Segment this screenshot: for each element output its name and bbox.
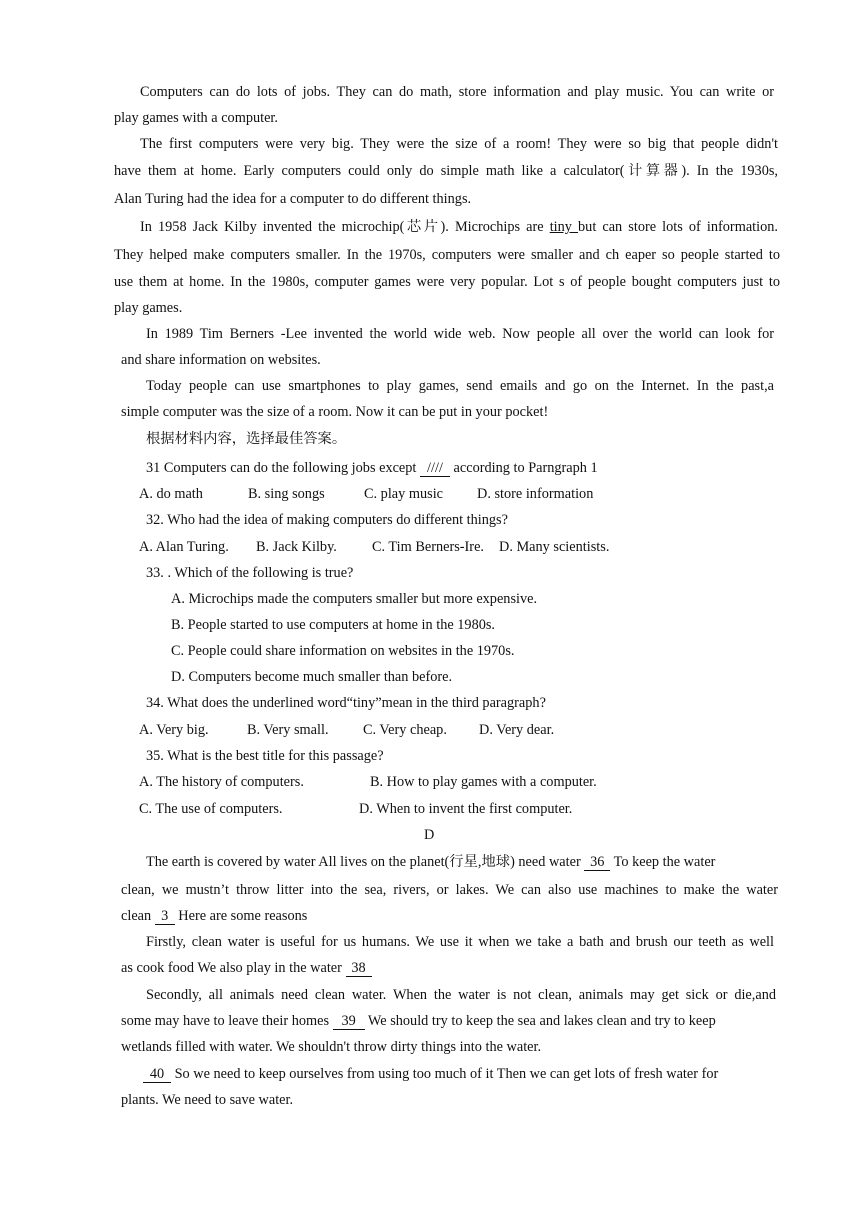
passage-line xyxy=(140,217,778,237)
answer-blank: //// xyxy=(420,460,450,477)
option-a[interactable]: A. The history of computers. xyxy=(139,774,304,790)
passage-line: and share information on websites. xyxy=(121,352,321,368)
option-d[interactable]: D. store information xyxy=(477,486,594,502)
passage-line: Secondly, all animals need clean water. When the water is not clean, animals may get sick or die,and xyxy=(146,987,776,1003)
section-heading: D xyxy=(424,827,435,843)
option-b[interactable]: B. Very small. xyxy=(247,722,329,738)
option-b[interactable]: B. Jack Kilby. xyxy=(256,539,337,555)
passage-line xyxy=(121,906,307,926)
question-stem: 33. . Which of the following is true? xyxy=(146,565,354,581)
passage-text: The earth is covered by water All lives on the planet(行星,地球) need water xyxy=(146,854,585,870)
passage-text: clean xyxy=(121,908,155,924)
passage-line: The first computers were very big. They were the size of a room! They were so big that people didn't xyxy=(140,136,778,152)
question-text: 31 Computers can do the following jobs except xyxy=(146,460,420,476)
passage-line: Today people can use smartphones to play games, send emails and go on the Internet. In the past,a xyxy=(146,378,774,394)
question-stem: 34. What does the underlined word“tiny”mean in the third paragraph? xyxy=(146,695,546,711)
option-a[interactable]: A. Microchips made the computers smaller but more expensive. xyxy=(171,591,538,607)
option-c[interactable]: C. Tim Berners-Ire. xyxy=(372,539,484,555)
passage-text: We should try to keep the sea and lakes clean and try to keep xyxy=(364,1013,716,1029)
option-a[interactable]: A. Very big. xyxy=(139,722,209,738)
passage-text: In 1958 Jack Kilby invented the microchip(芯片). Microchips are xyxy=(140,219,550,235)
passage-line: plants. We need to save water. xyxy=(121,1092,294,1108)
passage-line: have them at home. Early computers could only do simple math like a calculator(计算器). In the 1930s, xyxy=(114,163,778,179)
cloze-blank-40: 40 xyxy=(143,1066,171,1083)
option-d[interactable]: D. Many scientists. xyxy=(499,539,610,555)
cloze-blank-36: 36 xyxy=(584,854,610,871)
option-d[interactable]: D. Computers become much smaller than before. xyxy=(171,669,453,685)
passage-line: Firstly, clean water is useful for us humans. We use it when we take a bath and brush our teeth as well xyxy=(146,934,774,950)
cloze-blank-39: 39 xyxy=(333,1013,365,1030)
option-d[interactable]: D. Very dear. xyxy=(479,722,555,738)
passage-text: To keep the water xyxy=(610,854,716,870)
option-c[interactable]: C. People could share information on websites in the 1970s. xyxy=(171,643,515,659)
passage-line: They helped make computers smaller. In the 1970s, computers were smaller and ch eaper so people started to xyxy=(114,247,780,263)
passage-line: play games with a computer. xyxy=(114,110,278,126)
passage-line: clean, we mustn’t throw litter into the sea, rivers, or lakes. We can also use machines to make the water xyxy=(121,882,778,898)
passage-text: some may have to leave their homes xyxy=(121,1013,333,1029)
option-a[interactable]: A. Alan Turing. xyxy=(139,539,229,555)
underlined-word-tiny: tiny xyxy=(549,219,579,235)
passage-line: use them at home. In the 1980s, computer games were very popular. Lot s of people bought computers just to xyxy=(114,274,780,290)
question-stem: 32. Who had the idea of making computers do different things? xyxy=(146,512,508,528)
question-stem xyxy=(146,458,598,478)
passage-line: wetlands filled with water. We shouldn't throw dirty things into the water. xyxy=(121,1039,542,1055)
passage-line xyxy=(146,852,715,872)
passage-line: Computers can do lots of jobs. They can do math, store information and play music. You can write or xyxy=(140,84,774,100)
passage-line xyxy=(121,1011,716,1031)
passage-line: play games. xyxy=(114,300,183,316)
passage-line xyxy=(143,1064,718,1084)
option-d[interactable]: D. When to invent the first computer. xyxy=(359,801,573,817)
cloze-blank-37: 3 xyxy=(155,908,175,925)
option-b[interactable]: B. People started to use computers at home in the 1980s. xyxy=(171,617,496,633)
passage-text: So we need to keep ourselves from using too much of it Then we can get lots of fresh water for xyxy=(171,1066,719,1082)
passage-line: In 1989 Tim Berners -Lee invented the world wide web. Now people all over the world can look for xyxy=(146,326,774,342)
instruction-text: 根据材料内容，选择最佳答案。 xyxy=(146,431,347,447)
option-c[interactable]: C. Very cheap. xyxy=(363,722,447,738)
question-stem: 35. What is the best title for this passage? xyxy=(146,748,384,764)
passage-text: as cook food We also play in the water xyxy=(121,960,346,976)
passage-line xyxy=(121,958,372,978)
passage-text: but can store lots of information. xyxy=(578,219,778,235)
question-text: according to Parngraph 1 xyxy=(449,460,598,476)
option-c[interactable]: C. The use of computers. xyxy=(139,801,283,817)
option-b[interactable]: B. sing songs xyxy=(248,486,325,502)
passage-line: Alan Turing had the idea for a computer to do different things. xyxy=(114,191,472,207)
option-a[interactable]: A. do math xyxy=(139,486,203,502)
option-c[interactable]: C. play music xyxy=(364,486,444,502)
passage-line: simple computer was the size of a room. Now it can be put in your pocket! xyxy=(121,404,549,420)
cloze-blank-38: 38 xyxy=(346,960,372,977)
option-b[interactable]: B. How to play games with a computer. xyxy=(370,774,597,790)
passage-text: Here are some reasons xyxy=(174,908,308,924)
